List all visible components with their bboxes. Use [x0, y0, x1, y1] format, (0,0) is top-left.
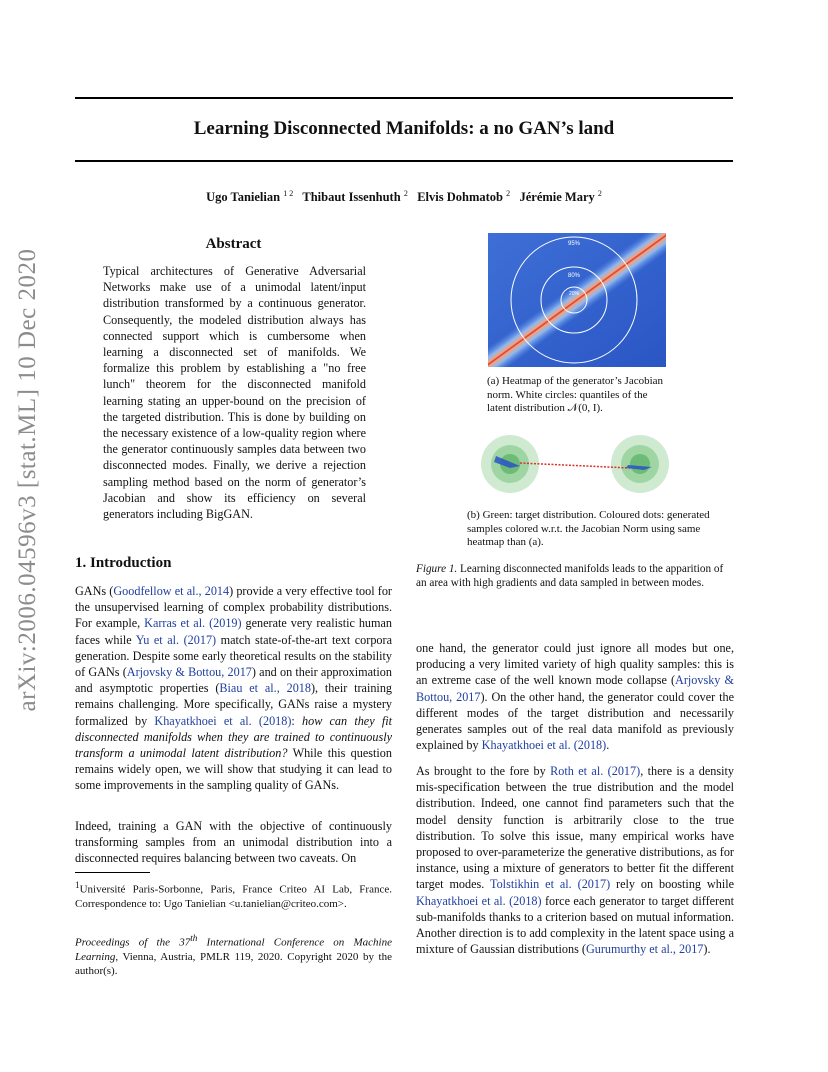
footnote-proceedings: Proceedings of the 37th International Conference on Machine Learning, Vienna, Austria, PMLR 119, 2020. Copyright 2020 by the author(s).	[75, 933, 392, 977]
arxiv-identifier-text: arXiv:2006.04596v3 [stat.ML] 10 Dec 2020	[14, 248, 41, 712]
author-name: Elvis Dohmatob	[417, 190, 503, 204]
citation-link[interactable]: Arjovsky & Bottou, 2017	[416, 673, 734, 704]
arxiv-identifier	[8, 180, 48, 780]
quantile-label: 80%	[567, 273, 581, 279]
abstract-heading: Abstract	[205, 236, 262, 252]
quantile-label: 20%	[568, 291, 580, 297]
author-affiliation: 1 2	[283, 189, 294, 198]
figure-caption-b: (b) Green: target distribution. Coloured dots: generated samples colored w.r.t. the Jacobian Norm using same heatmap than (a).	[467, 509, 710, 548]
citation-link[interactable]: Tolstikhin et al. (2017)	[490, 877, 611, 892]
intro-paragraph-1: GANs (Goodfellow et al., 2014) provide a very effective tool for the unsupervised learning of complex probability distributions. For example, Karras et al. (2019) generate very realistic human faces while Yu et al. (2017) match state-of-the-art text corpora generation. Despite some early theoretical results on the stability of GANs (Arjovsky & Bottou, 2017) and on their approximation and asymptotic properties (Biau et al., 2018), their training remains challenging. More specifically, GANs raise a mystery formalized by Khayatkhoei et al. (2018): how can they fit disconnected manifolds when they are trained to continuously transform a unimodal latent distribution? While this question remains widely open, we will show that studying it can lead to some improvements in the sampling quality of GANs.	[75, 584, 393, 793]
target-distribution-figure	[480, 428, 670, 500]
author-affiliation: 2	[403, 189, 408, 198]
footnote-affiliations: $^1$Université Paris-Sorbonne, Paris, France Criteo AI Lab, France. Correspondence to: Ugo Tanielian <u.tanielian@criteo.com>.	[75, 880, 392, 910]
col2-paragraph-1: one hand, the generator could just ignore all modes but one, producing a very limited variety of high quality samples: this is an extreme case of the well known mode collapse (Arjovsky & Bottou, 2017). On the other hand, the generator could cover the different modes of the target distribution and necessarily generates samples out of the real data manifold as previously explained by Khayatkhoei et al. (2018).	[416, 641, 734, 753]
figure-1-caption: Figure 1. Learning disconnected manifolds leads to the apparition of an area with high gradients and data sampled in between modes.	[416, 563, 724, 589]
author-name: Jérémie Mary	[519, 190, 595, 204]
figure-caption-a: (a) Heatmap of the generator’s Jacobian norm. White circles: quantiles of the latent distribution 𝒩(0, I).	[487, 375, 664, 414]
author-list	[75, 189, 733, 205]
title-rule-top	[75, 97, 733, 99]
author-affiliation: 2	[597, 189, 602, 198]
citation-link[interactable]: Biau et al., 2018	[219, 681, 311, 696]
citation-link[interactable]: Roth et al. (2017)	[550, 764, 641, 778]
author-affiliation: 2	[506, 189, 511, 198]
citation-link[interactable]: Khayatkhoei et al. (2018)	[154, 713, 292, 728]
paper-title: Learning Disconnected Manifolds: a no GAN’s land	[193, 118, 615, 139]
citation-link[interactable]: Gurumurthy et al., 2017	[585, 942, 704, 957]
intro-paragraph-2: Indeed, training a GAN with the objective of continuously transforming samples from an unimodal distribution into a disconnected requires balancing between two caveats. On	[75, 819, 392, 866]
citation-link[interactable]: Arjovsky & Bottou, 2017	[126, 665, 252, 680]
citation-link[interactable]: Karras et al. (2019)	[144, 616, 242, 631]
jacobian-heatmap-figure	[488, 233, 666, 367]
title-rule-bottom	[75, 160, 733, 162]
section-heading-introduction: 1. Introduction	[75, 555, 172, 571]
citation-link[interactable]: Yu et al. (2017)	[135, 632, 217, 647]
author-name: Thibaut Issenhuth	[302, 190, 401, 204]
citation-link[interactable]: Khayatkhoei et al. (2018)	[481, 738, 607, 753]
quantile-label: 95%	[567, 241, 581, 247]
citation-link[interactable]: Goodfellow et al., 2014	[113, 584, 230, 598]
author-name: Ugo Tanielian	[206, 190, 281, 204]
target-mode-inner	[630, 454, 650, 474]
abstract-text: Typical architectures of Generative Adversarial Networks make use of a unimodal latent/input distribution transformed by a continuous generator. Consequently, the modeled distribution always has connected support which is cumbersome when learning a disconnected set of manifolds. We formalize this problem by establishing a "no free lunch" theorem for the disconnected manifold learning stating an upper-bound on the precision of the targeted distribution. This is done by building on the necessary existence of a low-quality region where the generator continuously samples data between two disconnected modes. Finally, we derive a rejection sampling method based on the norm of generator’s Jacobian and show its efficiency on several generators including BigGAN.	[103, 264, 366, 522]
col2-paragraph-2: As brought to the fore by Roth et al. (2017), there is a density mis-specification between the true distribution and the model distribution. Indeed, one cannot find parameters such that the model density function is arbitrarily close to the true distribution. To solve this issue, many empirical works have proposed to over-parameterize the generative distributions, as for instance, using a mixture of generators to better fit the different target modes. Tolstikhin et al. (2017) rely on boosting while Khayatkhoei et al. (2018) force each generator to target different sub-manifolds thanks to a criterion based on mutual information. Another direction is to add complexity in the latent space using a mixture of Gaussian distributions (Gurumurthy et al., 2017).	[416, 764, 734, 957]
citation-link[interactable]: Khayatkhoei et al. (2018)	[416, 893, 542, 908]
footnote-rule	[75, 872, 150, 873]
